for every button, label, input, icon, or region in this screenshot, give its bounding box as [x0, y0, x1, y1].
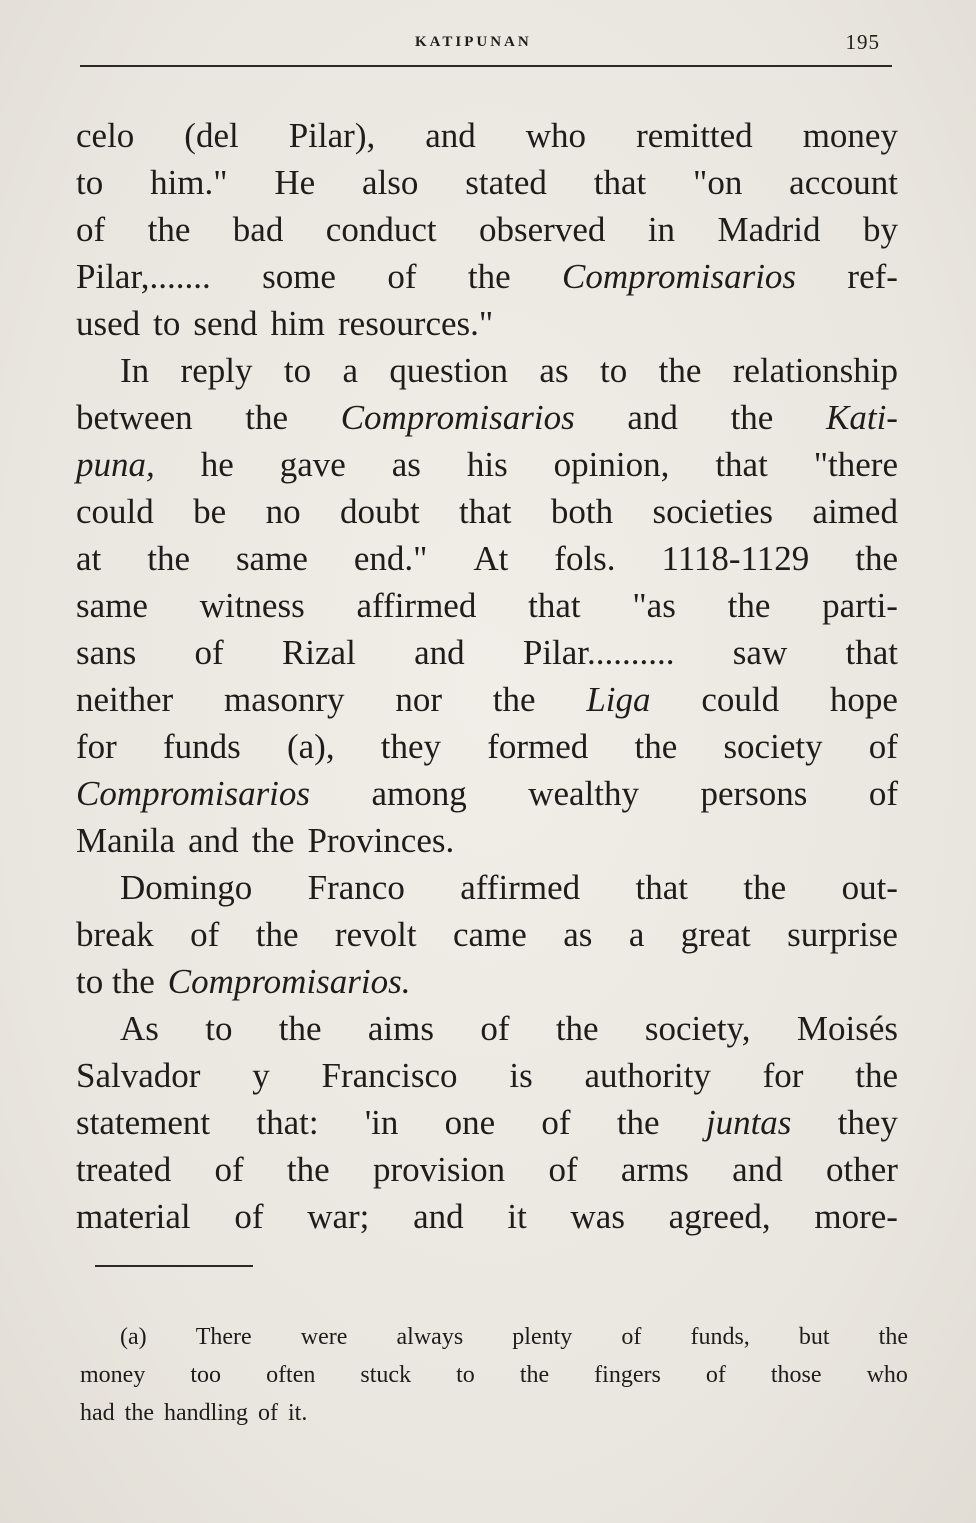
- text-line: [76, 206, 898, 253]
- word: As: [120, 1009, 159, 1048]
- word: he: [200, 445, 234, 484]
- word: they: [837, 1103, 898, 1142]
- text-line: [76, 112, 898, 159]
- word: end.": [353, 539, 428, 578]
- word: same: [235, 539, 308, 578]
- word: that: [528, 586, 581, 625]
- word: him: [270, 304, 325, 343]
- word: Compromisarios: [562, 257, 797, 296]
- word: to the: [76, 962, 155, 1001]
- footnote-word: it.: [287, 1400, 308, 1426]
- text-line: [76, 159, 898, 206]
- footnote-word: had: [80, 1400, 115, 1426]
- word: the: [255, 915, 299, 954]
- word: other: [825, 1150, 898, 1189]
- word: "on: [693, 163, 743, 202]
- footnote-word: the: [519, 1362, 550, 1388]
- word: that: [845, 633, 898, 672]
- word: Manila: [76, 821, 176, 860]
- word: and: [414, 633, 465, 672]
- text-line: [76, 1146, 898, 1193]
- footnote-word: fingers: [594, 1362, 661, 1388]
- word: the: [658, 351, 702, 390]
- word: bad: [232, 210, 284, 249]
- text-line: [76, 817, 898, 864]
- word: He: [274, 163, 316, 202]
- running-header: [80, 28, 892, 68]
- footnote-word: of: [705, 1362, 726, 1388]
- footnote-word: were: [300, 1324, 348, 1350]
- word: more-: [814, 1197, 898, 1236]
- word: and: [188, 821, 239, 860]
- footnote-word: but: [798, 1324, 830, 1350]
- footnote-word: money: [80, 1362, 146, 1388]
- word: treated: [76, 1150, 172, 1189]
- page-number: 195: [845, 30, 880, 54]
- word: gave: [279, 445, 346, 484]
- word: to: [76, 163, 104, 202]
- word: the: [147, 210, 191, 249]
- word: the: [245, 398, 289, 437]
- word: the: [743, 868, 787, 907]
- text-line: [76, 676, 898, 723]
- word: doubt: [339, 492, 420, 531]
- word: some: [262, 257, 336, 296]
- text-line: [76, 394, 898, 441]
- word: of: [480, 1009, 510, 1048]
- word: remitted: [636, 116, 753, 155]
- text-line: [76, 723, 898, 770]
- word: his: [466, 445, 508, 484]
- word: Liga: [586, 680, 651, 719]
- word: send: [193, 304, 258, 343]
- word: conduct: [325, 210, 437, 249]
- word: observed: [479, 210, 606, 249]
- word: Pilar,.......: [76, 257, 211, 296]
- text-line: [76, 1099, 898, 1146]
- text-line: [76, 347, 898, 394]
- text-line: [76, 300, 898, 347]
- word: the: [286, 1150, 330, 1189]
- word: formed: [487, 727, 589, 766]
- word: resources.": [338, 304, 494, 343]
- word: the: [616, 1103, 660, 1142]
- word: as: [391, 445, 421, 484]
- word: and: [413, 1197, 464, 1236]
- word: question: [389, 351, 509, 390]
- word: puna,: [76, 445, 155, 484]
- footnote-word: always: [396, 1324, 464, 1350]
- word: break: [76, 915, 154, 954]
- footnote-line: [80, 1356, 908, 1394]
- word: of: [194, 633, 224, 672]
- word: affirmed: [460, 868, 581, 907]
- word: Salvador: [76, 1056, 201, 1095]
- word: out-: [841, 868, 898, 907]
- word: Franco: [307, 868, 405, 907]
- word: no: [265, 492, 301, 531]
- text-line: [76, 864, 898, 911]
- word: aims: [367, 1009, 434, 1048]
- word: of: [548, 1150, 578, 1189]
- word: witness: [199, 586, 305, 625]
- word: to: [599, 351, 628, 390]
- word: the: [855, 1056, 898, 1095]
- word: at: [76, 539, 102, 578]
- word: also: [362, 163, 419, 202]
- word: Provinces.: [307, 821, 455, 860]
- word: Francisco: [321, 1056, 458, 1095]
- word: to: [205, 1009, 233, 1048]
- word: of: [387, 257, 417, 296]
- word: among: [371, 774, 467, 813]
- word: to: [283, 351, 312, 390]
- text-line: [76, 1052, 898, 1099]
- word: of: [868, 727, 898, 766]
- text-line: [76, 253, 898, 300]
- word: and: [732, 1150, 783, 1189]
- word: neither: [76, 680, 174, 719]
- word: nor: [395, 680, 442, 719]
- word: ref-: [847, 257, 898, 296]
- word: "there: [813, 445, 898, 484]
- word: funds: [163, 727, 241, 766]
- word: and: [425, 116, 476, 155]
- word: of: [868, 774, 898, 813]
- word: for: [762, 1056, 804, 1095]
- word: Compromisarios: [340, 398, 575, 437]
- word: is: [509, 1056, 533, 1095]
- text-line: [76, 488, 898, 535]
- word: stated: [465, 163, 547, 202]
- word: they: [380, 727, 442, 766]
- word: Compromisarios.: [167, 962, 411, 1001]
- word: Domingo: [120, 868, 253, 907]
- word: provision: [372, 1150, 506, 1189]
- word: the: [727, 586, 771, 625]
- word: that: [459, 492, 512, 531]
- word: societies: [652, 492, 774, 531]
- footnote-line: [80, 1394, 908, 1432]
- word: the: [730, 398, 774, 437]
- text-line: [76, 582, 898, 629]
- word: of: [190, 915, 220, 954]
- text-line: [76, 911, 898, 958]
- footnote-word: the: [878, 1324, 908, 1350]
- word: Madrid: [717, 210, 821, 249]
- word: that: [635, 868, 688, 907]
- footnote-word: of: [621, 1324, 642, 1350]
- word: it: [507, 1197, 527, 1236]
- word: Pilar),: [288, 116, 376, 155]
- word: that: [593, 163, 647, 202]
- word: could: [701, 680, 780, 719]
- word: "as: [632, 586, 676, 625]
- word: came: [452, 915, 527, 954]
- footnote: [80, 1318, 908, 1432]
- word: war;: [307, 1197, 370, 1236]
- word: Rizal: [281, 633, 356, 672]
- word: material: [76, 1197, 191, 1236]
- word: sans: [76, 633, 137, 672]
- word: that: [715, 445, 768, 484]
- footnote-line: [80, 1318, 908, 1356]
- footnote-word: too: [190, 1362, 222, 1388]
- text-line: [76, 629, 898, 676]
- text-line: [76, 535, 898, 582]
- footnote-word: to: [456, 1362, 475, 1388]
- word: both: [550, 492, 614, 531]
- word: of: [234, 1197, 264, 1236]
- text-line: [76, 958, 898, 1005]
- word: hope: [829, 680, 898, 719]
- word: masonry: [223, 680, 345, 719]
- word: the: [278, 1009, 322, 1048]
- word: Kati-: [826, 398, 898, 437]
- word: was: [570, 1197, 625, 1236]
- word: between: [76, 398, 193, 437]
- word: to: [153, 304, 181, 343]
- footnote-word: plenty: [512, 1324, 573, 1350]
- word: persons: [700, 774, 808, 813]
- word: the: [251, 821, 295, 860]
- footnote-word: handling: [163, 1400, 248, 1426]
- word: used: [76, 304, 141, 343]
- word: and: [627, 398, 678, 437]
- footnote-word: the: [124, 1400, 154, 1426]
- word: as: [539, 351, 569, 390]
- word: 1118-1129: [661, 539, 810, 578]
- word: fols.: [554, 539, 616, 578]
- word: for: [76, 727, 117, 766]
- word: one: [444, 1103, 496, 1142]
- word: be: [193, 492, 227, 531]
- word: as: [563, 915, 593, 954]
- word: the: [555, 1009, 599, 1048]
- word: parti-: [822, 586, 898, 625]
- word: wealthy: [528, 774, 639, 813]
- word: statement: [76, 1103, 211, 1142]
- word: the: [492, 680, 536, 719]
- text-line: [76, 1005, 898, 1052]
- word: (del: [184, 116, 239, 155]
- word: great: [680, 915, 751, 954]
- footnote-word: often: [266, 1362, 316, 1388]
- word: a: [342, 351, 359, 390]
- word: society,: [644, 1009, 751, 1048]
- word: arms: [620, 1150, 689, 1189]
- word: of: [214, 1150, 244, 1189]
- word: reply: [180, 351, 253, 390]
- word: a: [628, 915, 645, 954]
- footnote-word: funds,: [690, 1324, 750, 1350]
- word: in: [647, 210, 676, 249]
- word: him.": [150, 163, 228, 202]
- word: juntas: [705, 1103, 792, 1142]
- text-line: [76, 441, 898, 488]
- word: authority: [584, 1056, 711, 1095]
- word: society: [723, 727, 823, 766]
- word: Compromisarios: [76, 774, 311, 813]
- text-line: [76, 770, 898, 817]
- word: money: [802, 116, 898, 155]
- word: celo: [76, 116, 135, 155]
- word: aimed: [812, 492, 898, 531]
- word: opinion,: [553, 445, 670, 484]
- word: same: [76, 586, 148, 625]
- word: revolt: [334, 915, 417, 954]
- body-text: [76, 112, 898, 1240]
- word: Pilar..........: [522, 633, 675, 672]
- word: the: [855, 539, 898, 578]
- word: relationship: [732, 351, 898, 390]
- footnote-word: those: [770, 1362, 822, 1388]
- word: that:: [256, 1103, 319, 1142]
- footnote-word: There: [195, 1324, 252, 1350]
- word: agreed,: [668, 1197, 771, 1236]
- word: surprise: [787, 915, 898, 954]
- text-line: [76, 1193, 898, 1240]
- word: saw: [732, 633, 788, 672]
- word: of: [541, 1103, 571, 1142]
- word: account: [789, 163, 898, 202]
- word: (a),: [286, 727, 335, 766]
- header-rule: [80, 65, 892, 67]
- word: the: [467, 257, 511, 296]
- footnote-rule: [95, 1265, 253, 1267]
- footnote-word: stuck: [360, 1362, 412, 1388]
- word: could: [76, 492, 154, 531]
- word: of: [76, 210, 106, 249]
- word: who: [525, 116, 587, 155]
- footnote-word: who: [866, 1362, 908, 1388]
- word: At: [473, 539, 509, 578]
- running-title: KATIPUNAN: [415, 34, 532, 50]
- footnote-word: (a): [120, 1324, 147, 1350]
- word: the: [634, 727, 678, 766]
- word: the: [147, 539, 190, 578]
- word: y: [252, 1056, 270, 1095]
- word: Moisés: [796, 1009, 898, 1048]
- word: 'in: [364, 1103, 399, 1142]
- word: by: [862, 210, 898, 249]
- footnote-word: of: [257, 1400, 278, 1426]
- word: In: [120, 351, 150, 390]
- word: affirmed: [356, 586, 477, 625]
